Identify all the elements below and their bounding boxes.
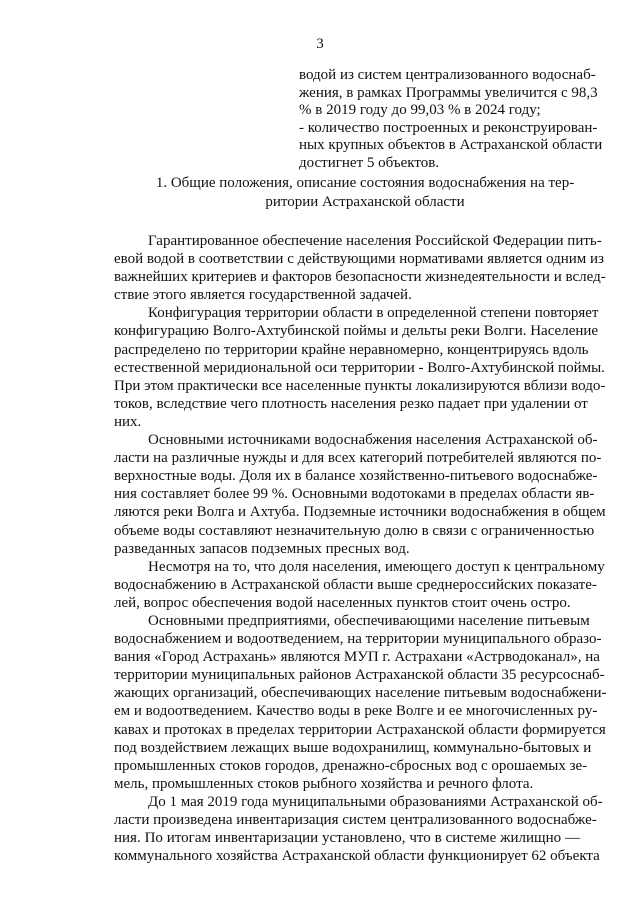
heading-line: 1. Общие положения, описание состояния водоснабжения на тер-: [155, 175, 575, 191]
paragraph-line: ем и водоотведением. Качество воды в реке Волге и ее многочисленных ру-: [114, 703, 598, 720]
paragraph-line: Основными источниками водоснабжения населения Астраханской об-: [148, 432, 598, 449]
paragraph-line: Основными предприятиями, обеспечивающими население питьевым: [148, 612, 590, 629]
paragraph-line: важнейших критериев и факторов безопасности жизнедеятельности и вслед-: [114, 269, 606, 286]
paragraph: [114, 793, 603, 865]
intro-line: % в 2019 году до 99,03 % в 2024 году;: [299, 102, 541, 118]
paragraph-line: токов, вследствие чего плотность населения резко падает при удалении от: [114, 395, 588, 412]
paragraph: [114, 431, 606, 558]
paragraph-line: разведанных запасов подземных пресных вод.: [114, 540, 410, 557]
paragraph-line: При этом практически все населенные пункты локализируются вблизи водо-: [114, 377, 606, 394]
paragraph-line: ласти произведена инвентаризация систем централизованного водоснабже-: [114, 812, 597, 828]
paragraph-line: под воздействием лежащих выше водохранилищ, коммунально-бытовых и: [114, 739, 592, 756]
paragraph: [114, 558, 605, 612]
body-text: [114, 232, 607, 865]
intro-line: жения, в рамках Программы увеличится с 98,3: [299, 84, 598, 101]
intro-line: - количество построенных и реконструирован-: [299, 119, 598, 136]
paragraph-line: них.: [114, 413, 142, 430]
paragraph-line: Гарантированное обеспечение населения Российской Федерации пить-: [148, 233, 602, 249]
paragraph: [114, 612, 607, 793]
paragraph-line: евой водой в соответствии с действующими нормативами является одним из: [114, 251, 604, 268]
paragraph-line: ствие этого является государственной задачей.: [114, 287, 412, 304]
paragraph-line: ласти на различные нужды и для всех категорий потребителей являются по-: [114, 450, 602, 467]
heading-line: ритории Астраханской области: [265, 194, 465, 210]
paragraph-line: верхностные воды. Доля их в балансе хозяйственно-питьевого водоснабже-: [114, 468, 598, 485]
intro-line: ных крупных объектов в Астраханской области: [299, 137, 603, 153]
paragraph-line: коммунального хозяйства Астраханской области функционирует 62 объекта: [114, 848, 600, 865]
paragraph-line: Несмотря на то, что доля населения, имеющего доступ к центральному: [148, 558, 605, 575]
paragraph: [114, 304, 606, 431]
paragraph-line: ния. По итогам инвентаризации установлено, что в системе жилищно —: [114, 830, 580, 847]
paragraph-line: мель, промышленных стоков рыбного хозяйства и речного флота.: [114, 775, 534, 792]
paragraph-line: конфигурацию Волго-Ахтубинской поймы и дельты реки Волги. Население: [114, 323, 599, 340]
paragraph-line: ния составляет более 99 %. Основными водотоками в пределах области яв-: [114, 486, 595, 503]
paragraph-line: водоснабжению в Астраханской области выше среднероссийских показате-: [114, 576, 597, 593]
intro-line: достигнет 5 объектов.: [299, 154, 440, 171]
paragraph-line: территории муниципальных районов Астраханской области 35 ресурсоснаб-: [114, 667, 605, 684]
paragraph-line: ляются реки Волга и Ахтуба. Подземные источники водоснабжения в общем: [114, 504, 606, 521]
paragraph-line: промышленных стоков городов, дренажно-сбросных вод с орошаемых зе-: [114, 757, 588, 774]
paragraph-line: водоснабжением и водоотведением, на территории муниципального образо-: [114, 631, 602, 648]
paragraph-line: объеме воды составляют незначительную долю в связи с ограниченностью: [114, 522, 595, 539]
paragraph-line: лей, вопрос обеспечения водой населенных пунктов стоит очень остро.: [114, 594, 571, 611]
section-heading: [150, 174, 580, 212]
paragraph-line: До 1 мая 2019 года муниципальными образованиями Астраханской об-: [148, 793, 603, 810]
intro-line: водой из систем централизованного водоснаб-: [299, 67, 596, 83]
paragraph-line: распределено по территории крайне неравномерно, концентрируясь вдоль: [114, 341, 589, 358]
intro-continuation: [299, 67, 603, 172]
paragraph-line: вания «Город Астрахань» являются МУП г. Астрахани «Астрводоканал», на: [114, 649, 600, 666]
paragraph: [114, 232, 606, 304]
page-number: 3: [316, 36, 324, 52]
paragraph-line: жающих организаций, обеспечивающих население питьевым водоснабжени-: [114, 685, 607, 702]
paragraph-line: естественной меридиональной оси территории - Волго-Ахтубинской поймы.: [114, 359, 605, 376]
paragraph-line: кавах и протоках в пределах территории Астраханской области формируется: [114, 721, 606, 738]
paragraph-line: Конфигурация территории области в определенной степени повторяет: [148, 305, 599, 322]
